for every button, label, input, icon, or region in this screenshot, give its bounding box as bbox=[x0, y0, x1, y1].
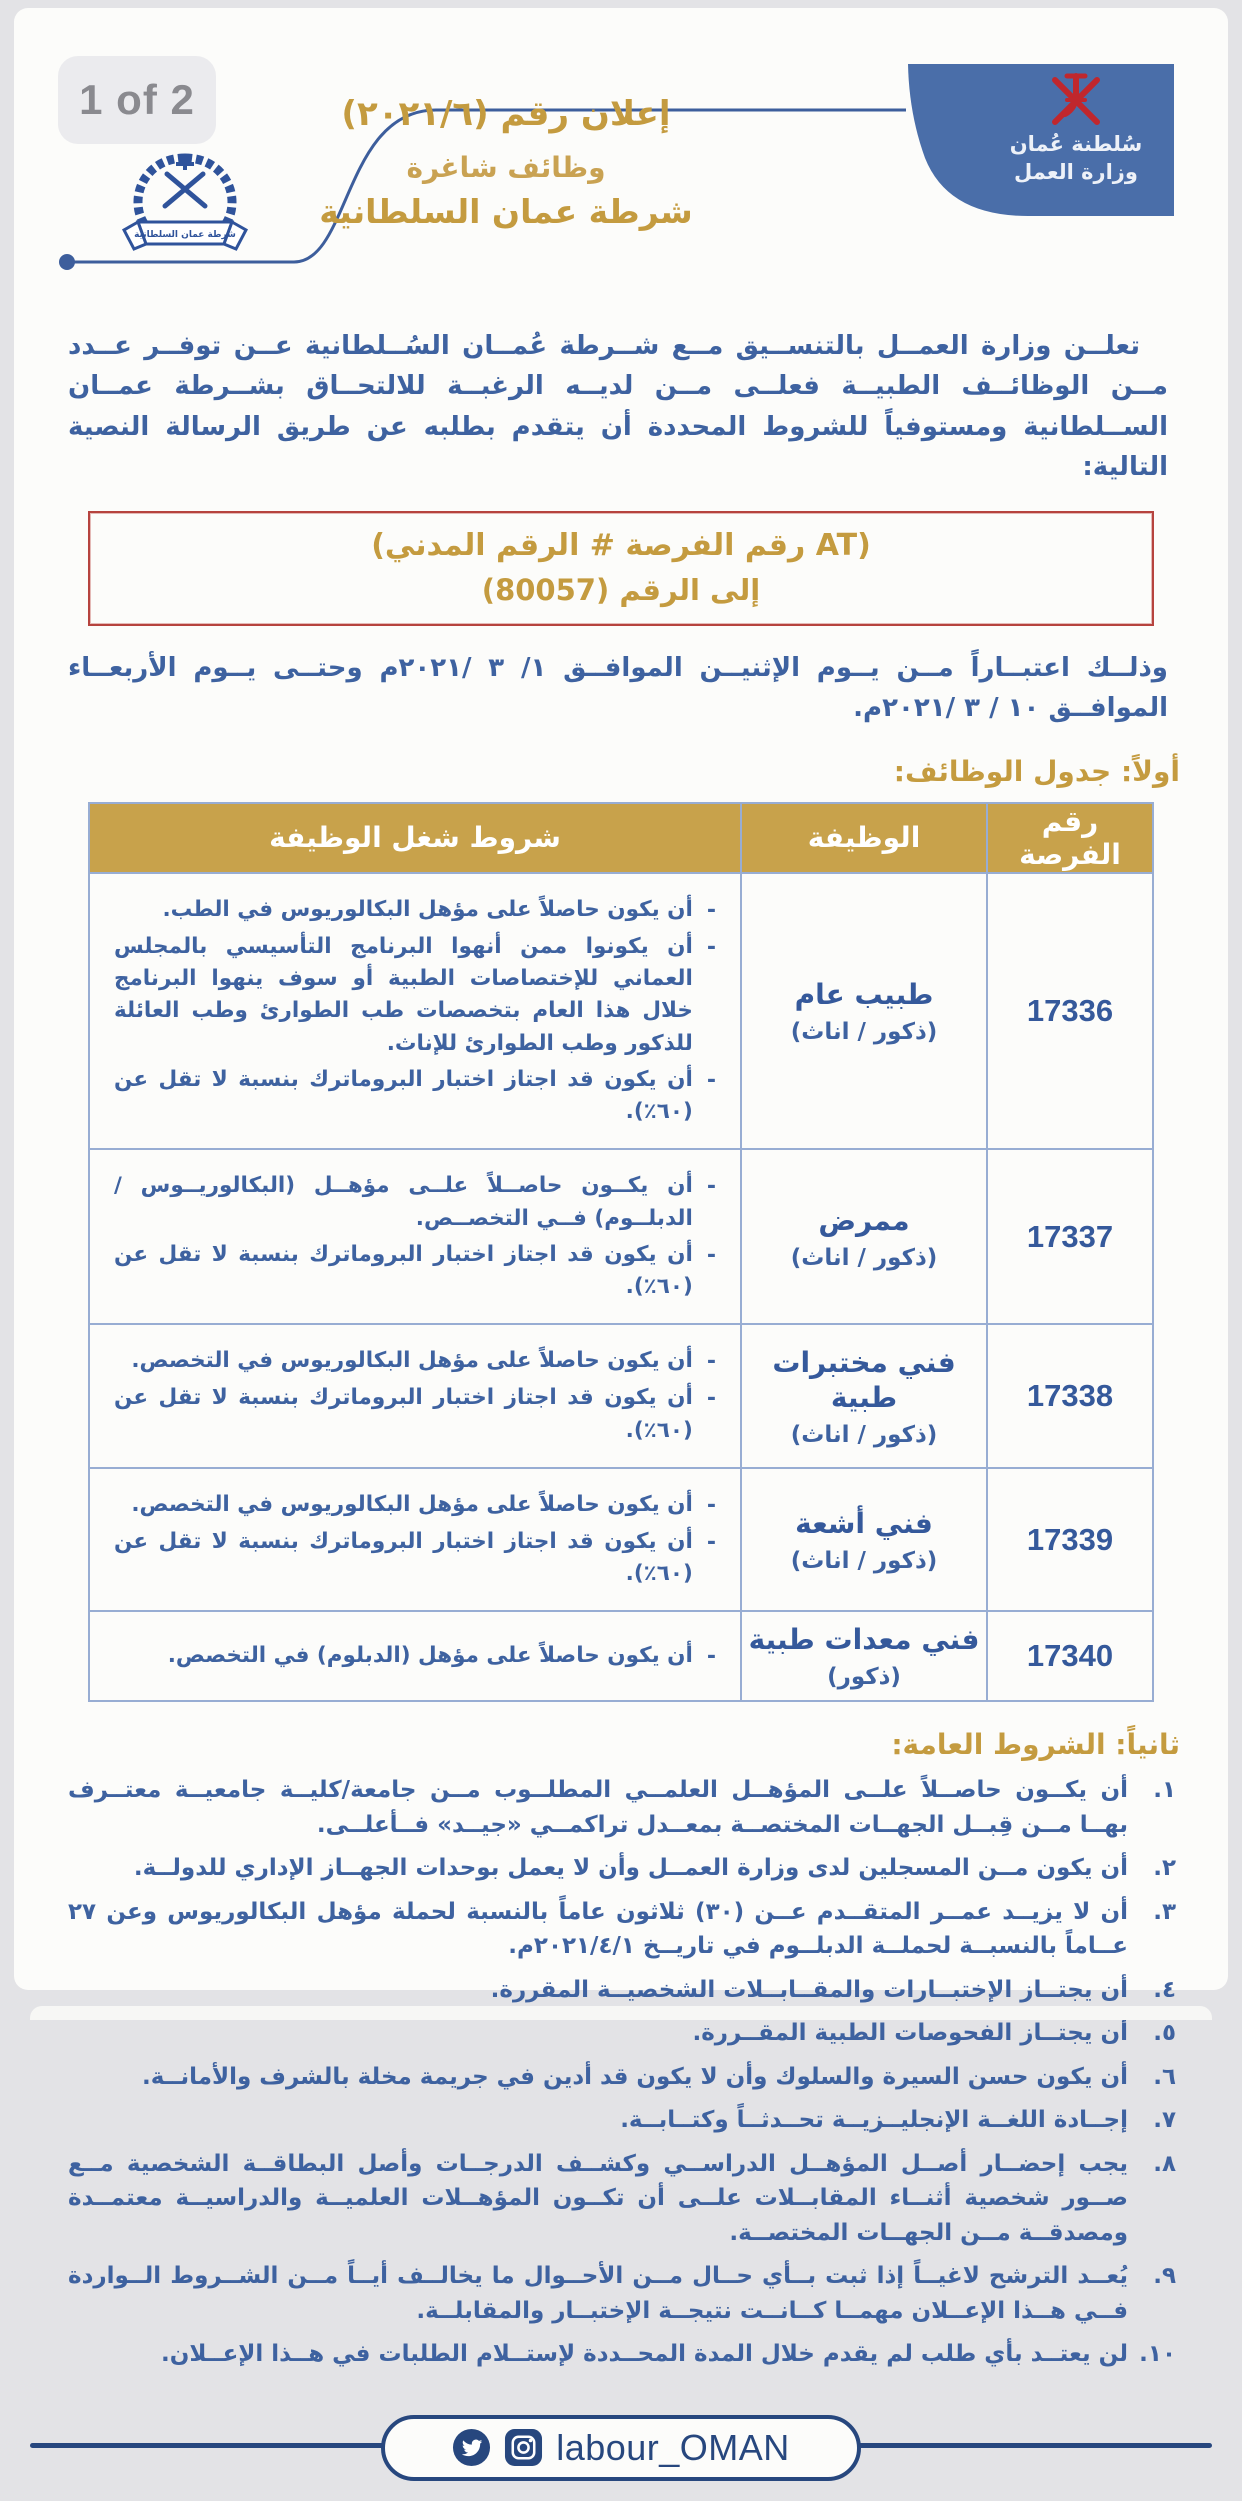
bullet-dash-icon: - bbox=[706, 1529, 716, 1555]
job-opportunity-number: 17338 bbox=[987, 1324, 1153, 1468]
condition-text: إجــادة اللغــة الإنجليــزيــة تحــدثــاً وكتــابــة. bbox=[620, 2107, 1128, 2134]
job-gender: (ذكور / اناث) bbox=[790, 1019, 938, 1046]
job-gender: (ذكور / اناث) bbox=[790, 1244, 938, 1271]
social-handle-text: labour_OMAN bbox=[556, 2426, 790, 2468]
condition-item bbox=[68, 2016, 1176, 2051]
jobs-table-header-row bbox=[89, 803, 1153, 873]
job-title: فني معدات طبية bbox=[748, 1623, 980, 1657]
job-title-cell bbox=[741, 1149, 987, 1324]
condition-number: ٧. bbox=[1153, 2107, 1176, 2134]
document-footer bbox=[14, 2401, 1228, 2501]
jobs-table-body bbox=[89, 873, 1153, 1702]
condition-text: أن يكون حسن السيرة والسلوك وأن لا يكون قد أدين في جريمة مخلة بالشرف والأمانــة. bbox=[142, 2063, 1128, 2090]
condition-number: ٨. bbox=[1153, 2150, 1176, 2177]
bullet-dash-icon: - bbox=[706, 1492, 716, 1518]
job-requirement-text: أن يكون حاصلاً على مؤهل البكالوريوس في التخصص. bbox=[131, 1348, 693, 1374]
job-requirement-item bbox=[114, 1526, 716, 1591]
announcement-organization: شرطة عمان السلطانية bbox=[319, 192, 693, 231]
instagram-icon bbox=[504, 2428, 543, 2467]
job-opportunity-number: 17336 bbox=[987, 873, 1153, 1150]
job-title: فني مختبرات طبية bbox=[772, 1345, 956, 1414]
dates-paragraph: وذلــك اعتبــاراً مــن يــوم الإثنيــن الموافــق ١/ ٣ /٢٠٢١م وحتــى يــوم الأربعــاء الموافــق ١٠ / ٣ /٢٠٢١م. bbox=[68, 653, 1168, 724]
police-emblem-icon bbox=[110, 144, 260, 256]
condition-item bbox=[68, 2060, 1176, 2095]
job-requirements-cell bbox=[89, 1468, 741, 1612]
condition-number: ٣. bbox=[1153, 1898, 1176, 1925]
job-requirements-cell bbox=[89, 1324, 741, 1468]
ministry-banner bbox=[898, 64, 1174, 216]
job-row bbox=[89, 873, 1153, 1150]
job-title: طبيب عام bbox=[794, 978, 934, 1012]
job-gender: (ذكور) bbox=[827, 1664, 901, 1691]
job-title-cell bbox=[741, 1611, 987, 1701]
job-requirement-item bbox=[114, 931, 716, 1060]
bullet-dash-icon: - bbox=[706, 897, 716, 923]
social-handle-pill bbox=[381, 2415, 861, 2481]
job-requirement-text: أن يكون قد اجتاز اختبار البروماترك بنسبة لا تقل عن (٦٠٪). bbox=[114, 1066, 693, 1125]
job-requirement-text: أن يكون قد اجتاز اختبار البروماترك بنسبة لا تقل عن (٦٠٪). bbox=[114, 1385, 693, 1443]
job-requirement-item bbox=[114, 1345, 716, 1378]
job-requirements-cell bbox=[89, 1611, 741, 1701]
job-title-cell bbox=[741, 1324, 987, 1468]
job-title-cell bbox=[741, 1468, 987, 1612]
oman-khanjar-emblem-icon bbox=[1045, 70, 1107, 130]
condition-number: ١. bbox=[1153, 1777, 1176, 1804]
condition-number: ٦. bbox=[1153, 2063, 1176, 2090]
announcement-title: إعلان رقم (٢٠٢١/٦) bbox=[341, 94, 671, 134]
condition-number: ٩. bbox=[1153, 2263, 1176, 2290]
condition-text: أن يكــون حاصــلاً علــى المؤهــل العلمــي المطلــوب مــن جامعة/كليــة جامعيــة معتــرف بهــا مــن قِبــل الجهــات المختصــة بمعــدل تراكمــي «جيــد» فــأعلــى. bbox=[68, 1777, 1128, 1838]
bullet-dash-icon: - bbox=[706, 1349, 716, 1375]
job-requirement-item bbox=[114, 1382, 716, 1447]
document-header bbox=[14, 8, 1228, 260]
condition-item bbox=[68, 2103, 1176, 2138]
job-title: فني أشعة bbox=[795, 1506, 933, 1540]
job-requirement-text: أن يكون حاصلاً على مؤهل البكالوريوس في الطب. bbox=[162, 896, 693, 922]
job-row bbox=[89, 1611, 1153, 1701]
job-requirement-item bbox=[114, 1170, 716, 1235]
condition-text: يجب إحضــار أصــل المؤهــل الدراســي وكشــف الدرجــات وأصل البطاقــة الشخصية مــع صــور شخصية أثنــاء المقابــلات علــى أن تكــون المؤهــلات العلميــة والدراسيــة معتمــدة ومصدقــة مــن الجهــات المختصــة. bbox=[68, 2150, 1128, 2246]
announcement-subtitle: وظائف شاغرة bbox=[406, 151, 606, 184]
police-emblem-ribbon-text: شرطة عمان السلطانية bbox=[134, 230, 236, 240]
job-requirement-text: أن يكون حاصلاً على مؤهل (الدبلوم) في التخصص. bbox=[167, 1642, 693, 1668]
bullet-dash-icon: - bbox=[706, 1067, 716, 1093]
job-requirement-text: أن يكون قد اجتاز اختبار البروماترك بنسبة لا تقل عن (٦٠٪). bbox=[114, 1241, 693, 1300]
job-title: ممرض bbox=[818, 1203, 910, 1237]
condition-item bbox=[68, 2337, 1176, 2372]
job-requirements-cell bbox=[89, 1149, 741, 1324]
condition-item bbox=[68, 1973, 1176, 2008]
job-requirement-text: أن يكون حاصلاً على مؤهل البكالوريوس في التخصص. bbox=[131, 1491, 693, 1517]
job-opportunity-number: 17339 bbox=[987, 1468, 1153, 1612]
job-row bbox=[89, 1324, 1153, 1468]
job-requirement-text: أن يكونوا ممن أنهوا البرنامج التأسيسي بالمجلس العماني للإختصاصات الطبية أو سوف ينهوا البرنامج خلال هذا العام بتخصصات طب الطوارئ وطب العائلة للذكور وطب الطوارئ للإناث. bbox=[114, 933, 693, 1056]
jobs-table bbox=[88, 802, 1154, 1703]
condition-text: أن يكون مــن المسجلين لدى وزارة العمــل وأن لا يعمل بوحدات الجهــاز الإداري للدولــة. bbox=[133, 1855, 1128, 1882]
bullet-dash-icon: - bbox=[706, 1174, 716, 1200]
general-conditions-list bbox=[68, 1773, 1176, 2381]
jobs-column-header-2: شروط شغل الوظيفة bbox=[89, 803, 741, 873]
bullet-dash-icon: - bbox=[706, 1242, 716, 1268]
condition-text: لن يعتــد بأي طلب لم يقدم خلال المدة المحــددة لإستــلام الطلبات في هــذا الإعــلان. bbox=[161, 2341, 1128, 2368]
condition-number: ٢. bbox=[1153, 1855, 1176, 1882]
job-opportunity-number: 17337 bbox=[987, 1149, 1153, 1324]
bullet-dash-icon: - bbox=[706, 1643, 716, 1669]
conditions-section-heading: ثانياً: الشروط العامة: bbox=[891, 1728, 1180, 1762]
ministry-banner-line1: سُلطنة عُمان bbox=[1009, 132, 1143, 156]
page-counter-label: 1 of 2 bbox=[79, 76, 195, 123]
sms-instruction-box bbox=[88, 511, 1154, 626]
police-emblem-ribbon bbox=[124, 222, 246, 249]
job-requirement-item bbox=[114, 1239, 716, 1304]
condition-text: أن يجتــاز الفحوصات الطبية المقــررة. bbox=[692, 2020, 1128, 2047]
sms-format-line: (AT رقم الفرصة # الرقم المدني) bbox=[371, 528, 871, 564]
jobs-column-header-0: رقم الفرصة bbox=[987, 803, 1153, 873]
job-requirement-item bbox=[114, 1489, 716, 1522]
bullet-dash-icon: - bbox=[706, 934, 716, 960]
condition-number: ٥. bbox=[1153, 2020, 1176, 2047]
condition-number: ١٠. bbox=[1139, 2341, 1176, 2368]
job-row bbox=[89, 1149, 1153, 1324]
job-requirement-text: أن يكــون حاصــلاً علــى مؤهــل (البكالوريــوس / الدبلــوم) فــي التخصــص. bbox=[114, 1173, 693, 1231]
job-gender: (ذكور / اناث) bbox=[790, 1547, 938, 1574]
job-row bbox=[89, 1468, 1153, 1612]
condition-item bbox=[68, 1895, 1176, 1964]
condition-text: أن لا يزيــد عمــر المتقــدم عــن (٣٠) ثلاثون عاماً بالنسبة لحملة مؤهل البكالوريوس وعن ٢٧ عــاماً بالنسبــة لحملــة الدبلــوم في تاريــخ ٢٠٢١/٤/١م. bbox=[68, 1898, 1128, 1960]
job-gender: (ذكور / اناث) bbox=[790, 1421, 938, 1448]
page-counter-badge bbox=[58, 56, 216, 144]
condition-item bbox=[68, 2259, 1176, 2328]
jobs-section-heading: أولاً: جدول الوظائف: bbox=[893, 754, 1180, 788]
job-requirement-item bbox=[114, 1064, 716, 1129]
job-requirement-text: أن يكون قد اجتاز اختبار البروماترك بنسبة لا تقل عن (٦٠٪). bbox=[114, 1528, 693, 1587]
twitter-icon bbox=[452, 2428, 491, 2467]
condition-item bbox=[68, 2147, 1176, 2251]
jobs-column-header-1: الوظيفة bbox=[741, 803, 987, 873]
condition-text: يُعــد الترشح لاغيــاً إذا ثبت بــأي حــال مــن الأحــوال ما يخالــف أيــاً مــن الشــروط الــواردة فــي هــذا الإعــلان مهمــا كــانــت نتيجــة الإختبــار والمقابلــة. bbox=[68, 2263, 1128, 2324]
condition-number: ٤. bbox=[1153, 1976, 1176, 2003]
condition-item bbox=[68, 1773, 1176, 1842]
bullet-dash-icon: - bbox=[706, 1386, 716, 1412]
job-requirement-item bbox=[114, 894, 716, 927]
job-requirement-item bbox=[114, 1640, 716, 1673]
condition-text: أن يجتــاز الإختبــارات والمقــابــلات الشخصيــة المقررة. bbox=[490, 1976, 1128, 2003]
condition-item bbox=[68, 1851, 1176, 1886]
job-opportunity-number: 17340 bbox=[987, 1611, 1153, 1701]
ministry-banner-line2: وزارة العمل bbox=[1014, 160, 1138, 185]
document-page bbox=[14, 8, 1228, 2468]
sms-number-line: إلى الرقم (80057) bbox=[481, 573, 761, 608]
job-requirements-cell bbox=[89, 873, 741, 1150]
job-title-cell bbox=[741, 873, 987, 1150]
title-block bbox=[306, 94, 706, 231]
intro-paragraph: تعلــن وزارة العمــل بالتنســيق مــع شــرطة عُمــان السُــلطانية عــن توفــر عــدد مــن الوظائــف الطبيــة فعلــى مــن لديــه الرغبــة للالتحــاق بشــرطة عمــان الســلطانية ومستوفياً للشروط المحددة أن يتقدم بطلبه عن طريق الرسالة النصية التالية: bbox=[68, 331, 1168, 482]
